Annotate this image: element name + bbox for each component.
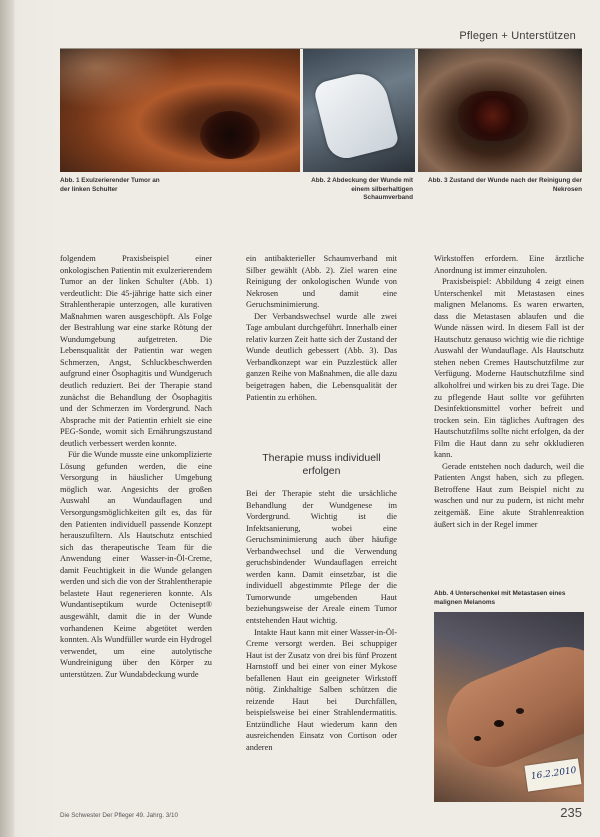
paragraph: Gerade entstehen noch dadurch, weil die Patienten Angst haben, sich zu pflegen. Betroffene Haut zum Beispiel nicht zu waschen und nur zu pudern, ist nicht mehr zeitgemäß. Eine akute Strahlenreaktion äußert sich in der Regel immer bbox=[434, 461, 584, 529]
figure-2-photo bbox=[303, 49, 415, 172]
paragraph: Praxisbeispiel: Abbildung 4 zeigt einen Unterschenkel mit Metastasen eines malignen Melanoms. Es waren erwarten, dass die Metastasen ablaufen und die Wunde nässen wird. In diesem Fall ist der Hautschutz genauso wichtig wie die richtige Auswahl der Wundauflage. Als Hautschutz stehen neben Cremes Hautschutzfilme zur Verfügung. Moderne Hautschutzfilme sind alkoholfrei und wirken bis zu drei Tage. Die zu pflegende Haut sollte vor geführten Desinfektionsmittel vorher befreit und trocken sein. Ein tägliches Auftragen des Hautschutzfilms sollte nicht erfolgen, da der Film die Haut dann zu sehr okkludieren kann. bbox=[434, 277, 584, 460]
figure-4-caption: Abb. 4 Unterschenkel mit Metastasen eines malignen Melanoms bbox=[434, 590, 566, 606]
figure-4-photo bbox=[434, 612, 584, 802]
section-header: Pflegen + Unterstützen bbox=[459, 30, 576, 42]
article-column-3 bbox=[434, 253, 584, 530]
wound-area bbox=[458, 91, 528, 141]
figure-2-caption: Abb. 2 Abdeckung der Wunde mit einem silberhaltigen Schaumverband bbox=[311, 177, 413, 202]
figure-1-photo bbox=[60, 49, 300, 172]
metastasis-spot bbox=[494, 720, 504, 727]
paragraph: Intakte Haut kann mit einer Wasser-in-Öl-Creme versorgt werden. Bei schuppiger Haut ist der Zusatz von drei bis fünf Prozent Harnstoff und bei einer von einer Mykose befallenen Haut ein geeigneter Wirkstoff nötig. Zinkhaltige Salben schützen die reizende Haut bei Durchfällen, beispielsweise bei einer Strahlendermatitis. Entzündliche Haut wiederum kann den ausreichenden Einsatz von Cortison oder anderen bbox=[246, 627, 397, 753]
journal-footer: Die Schwester Der Pfleger 49. Jahrg. 3/10 bbox=[60, 812, 178, 819]
metastasis-spot bbox=[474, 736, 481, 741]
paragraph: Bei der Therapie steht die ursächliche Behandlung der Wundgenese im Vordergrund. Wichtig ist die Infektsanierung, wobei eine Geruchsminimierung auch über häufige Verbandwechsel und die Verwendung geruchsbindender Wundauflagen erreicht werden kann. Damit einsetzbar, ist die individuell abgestimmte Pflege der die Tumorwunde umgebenden Haut beziehungsweise der Areale einem Tumor entstehenden Haut wichtig. bbox=[246, 489, 397, 626]
lower-leg bbox=[434, 633, 584, 783]
page-binding-shadow bbox=[0, 0, 14, 837]
page-number: 235 bbox=[560, 805, 582, 820]
figure-1-caption: Abb. 1 Exulzerierender Tumor an der linken Schulter bbox=[60, 177, 160, 193]
foam-dressing bbox=[312, 68, 399, 163]
paragraph: folgendem Praxisbeispiel einer onkologischen Patientin mit exulzerierendem Tumor an der linken Schulter (Abb. 1) verdeutlicht: Die 45-jährige hatte sich einer Strahlentherapie unterzogen, alle kurativen Maßnahmen waren ausgeschöpft. Als Folge der Bestrahlung war eine starke Rötung der Wundumgebung aufgetreten. Die Lebensqualität der Patientin war wegen Schmerzen, Angst, Schluckbeschwerden aufgrund einer Ösophagitis und Wundgeruch deutlich reduziert. Bei der Therapie stand zunächst die Behandlung der Ösophagitis und der Schmerzen im Vordergrund. Nach Absprache mit der Patientin erhielt sie eine PEG-Sonde, womit sich Ernährungszustand deutlich verbessert werden konnte. bbox=[60, 254, 212, 448]
article-column-2-continued bbox=[246, 488, 397, 754]
paragraph: ein antibakterieller Schaumverband mit Silber gewählt (Abb. 2). Ziel waren eine Reinigung der onkologischen Wunde von Nekrosen und damit eine Geruchsminimierung. bbox=[246, 254, 397, 310]
paragraph: Wirkstoffen erfordern. Eine ärztliche Anordnung ist immer einzuholen. bbox=[434, 254, 584, 275]
paragraph: Für die Wunde musste eine unkomplizierte Lösung gefunden werden, die eine Versorgung in häuslicher Umgebung möglich war. Angesichts der großen Auswahl an Wundauflagen und Versorgungsmöglichkeiten gilt es, das für den Patienten individuell passende Konzept herauszufiltern. Als Hautschutz entschied sich das therapeutische Team für die Anwendung einer Wasser-in-Öl-Creme, damit Feuchtigkeit in die Wunde gelangen werden und sich die von der Strahlentherapie belastete Haut regenerieren konnte. Als Wundantiseptikum wurde Octenisept® ausgewählt, damit die in der Wunde vorhandenen Keime abgetötet werden konnten. Als Wundfüller wurde ein Hydrogel verwendet, um eine autolytische Wundreinigung über den Körper zu unterstützen. Zur Wundabdeckung wurde bbox=[60, 450, 212, 679]
tumor-lesion bbox=[200, 111, 260, 159]
metastasis-spot bbox=[516, 708, 524, 714]
subheading: Therapie muss individuell erfolgen bbox=[262, 452, 381, 477]
date-label-tag bbox=[524, 758, 581, 791]
skin-highlight bbox=[60, 49, 180, 109]
paragraph: Der Verbandswechsel wurde alle zwei Tage ambulant durchgeführt. Innerhalb einer relativ kurzen Zeit hatte sich der Zustand der Wunde deutlich gebessert (Abb. 3). Das Verbandkonzept war ein Puzzlestück aller ganzen Reihe von Maßnahmen, die alle dazu beigetragen haben, die Lebensqualität der Patientin zu erhöhen. bbox=[246, 311, 397, 402]
figure-3-caption: Abb. 3 Zustand der Wunde nach der Reinigung der Nekrosen bbox=[428, 177, 582, 193]
date-label-text: 16.2.2010 bbox=[530, 765, 578, 783]
figure-3-photo bbox=[418, 49, 582, 172]
article-column-1 bbox=[60, 253, 212, 680]
article-column-2 bbox=[246, 253, 397, 403]
